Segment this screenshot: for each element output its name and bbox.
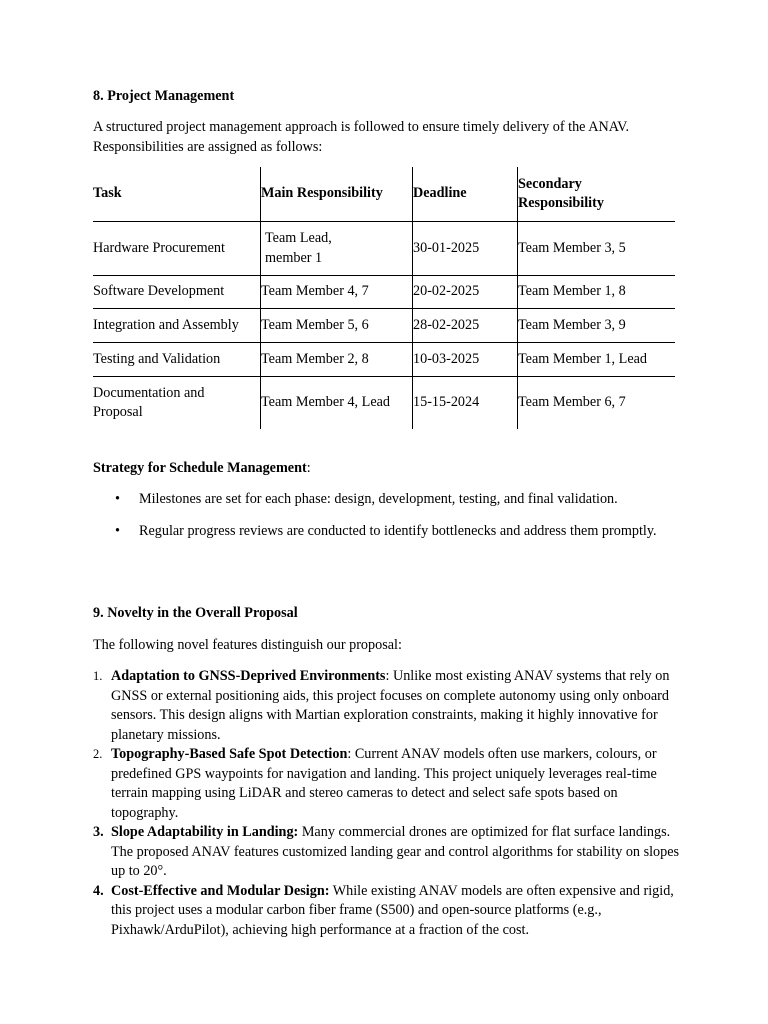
table-cell: 28-02-2025 bbox=[413, 316, 480, 333]
list-number: 3. bbox=[93, 824, 104, 840]
bullet-icon: • bbox=[115, 522, 120, 539]
item-title: Adaptation to GNSS-Deprived Environments bbox=[111, 668, 386, 684]
list-item bbox=[93, 522, 683, 542]
table-cell: Team Member 3, 5 bbox=[518, 239, 626, 256]
responsibility-table bbox=[93, 167, 675, 429]
strategy-label: Strategy for Schedule Management bbox=[93, 460, 307, 476]
item-title: Cost-Effective and Modular Design: bbox=[111, 882, 330, 899]
table-cell: 20-02-2025 bbox=[413, 283, 480, 300]
list-number: 2. bbox=[93, 747, 103, 761]
bullet-text: Regular progress reviews are conducted to identify bottlenecks and address them promptly. bbox=[139, 522, 657, 539]
table-cell: Team Member 6, 7 bbox=[518, 394, 626, 411]
table-cell: Testing and Validation bbox=[93, 350, 221, 367]
bullet-text: Milestones are set for each phase: design, development, testing, and final validation. bbox=[139, 491, 618, 507]
table-cell: Team Lead, member 1 bbox=[265, 230, 332, 266]
table-cell: Team Member 1, Lead bbox=[518, 350, 648, 367]
list-item bbox=[93, 745, 683, 823]
table-cell: Documentation and Proposal bbox=[93, 384, 205, 420]
table-cell: Team Member 5, 6 bbox=[261, 316, 369, 333]
item-text: Many commercial drones are optimized for flat surface landings. The proposed ANAV features customized landing gear and control algorithms for stability on slopes up to 20°. bbox=[111, 824, 680, 879]
item-text: : Unlike most existing ANAV systems that rely on GNSS or external positioning aids, this project focuses on complete autonomy using only onboard sensors. This design aligns with Martian exploration constraints, making it highly innovative for planetary missions. bbox=[111, 668, 670, 743]
item-title: Topography-Based Safe Spot Detection bbox=[111, 746, 348, 762]
bullet-icon: • bbox=[115, 491, 120, 507]
table-cell: 15-15-2024 bbox=[413, 394, 480, 411]
strategy-bullet-list bbox=[93, 490, 683, 553]
section-8-heading: 8. Project Management bbox=[93, 88, 235, 104]
strategy-colon: : bbox=[306, 460, 311, 476]
strategy-heading bbox=[93, 459, 311, 479]
section-9-intro: The following novel features distinguish our proposal: bbox=[93, 637, 402, 653]
section-8-intro: A structured project management approach is followed to ensure timely delivery of the ANAV. Responsibilities are assigned as follows: bbox=[93, 119, 630, 155]
list-item bbox=[93, 882, 683, 941]
list-item bbox=[93, 823, 683, 882]
table-cell: Team Member 4, 7 bbox=[261, 283, 369, 300]
novelty-list bbox=[93, 667, 683, 940]
table-header-task: Task bbox=[93, 185, 122, 202]
table-cell: Hardware Procurement bbox=[93, 239, 225, 256]
section-9-heading: 9. Novelty in the Overall Proposal bbox=[93, 605, 298, 621]
item-text: While existing ANAV models are often expensive and rigid, this project uses a modular carbon fiber frame (S500) and open-source platforms (e.g., Pixhawk/ArduPilot), achieving high performance at a fraction of the cost. bbox=[111, 882, 674, 938]
table-header-secondary-responsibility: Secondary Responsibility bbox=[518, 175, 604, 211]
list-item bbox=[93, 490, 683, 510]
list-number: 1. bbox=[93, 669, 103, 683]
table-cell: 10-03-2025 bbox=[413, 350, 480, 367]
table-cell: Team Member 2, 8 bbox=[261, 350, 369, 367]
table-cell: Team Member 4, Lead bbox=[261, 394, 391, 411]
list-number: 4. bbox=[93, 882, 104, 899]
table-cell: Team Member 3, 9 bbox=[518, 316, 626, 333]
table-cell: Integration and Assembly bbox=[93, 316, 239, 333]
table-cell: 30-01-2025 bbox=[413, 239, 480, 256]
table-header-main-responsibility: Main Responsibility bbox=[261, 185, 383, 202]
table-cell: Software Development bbox=[93, 283, 225, 300]
item-text: : Current ANAV models often use markers, colours, or predefined GPS waypoints for navigation and landing. This project uniquely leverages real-time terrain mapping using LiDAR and stereo cameras to detect and select safe spots based on topography. bbox=[111, 746, 657, 821]
table-cell: Team Member 1, 8 bbox=[518, 283, 626, 300]
list-item bbox=[93, 667, 683, 745]
item-title: Slope Adaptability in Landing: bbox=[111, 824, 299, 840]
table-header-deadline: Deadline bbox=[413, 185, 467, 202]
